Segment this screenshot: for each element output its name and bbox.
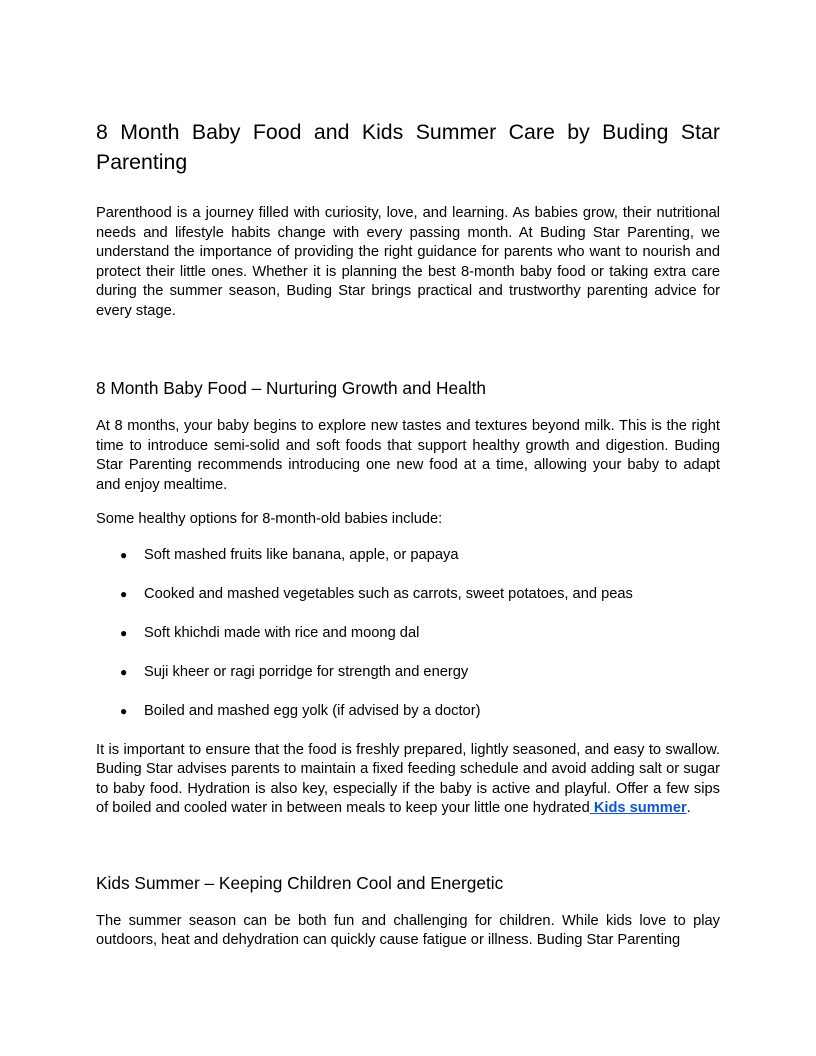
list-item-text: Suji kheer or ragi porridge for strength and energy	[144, 663, 469, 680]
list-item	[96, 546, 720, 566]
list-item	[96, 702, 720, 722]
list-item-text: Soft khichdi made with rice and moong dal	[144, 624, 420, 641]
kids-summer-paragraph: The summer season can be both fun and challenging for children. While kids love to play outdoors, heat and dehydration can quickly cause fatigue or illness. Buding Star Parenting	[96, 912, 720, 948]
bullet-icon: ●	[120, 625, 128, 640]
section-heading-baby-food: 8 Month Baby Food – Nurturing Growth and Health	[96, 378, 487, 398]
list-item-text: Cooked and mashed vegetables such as carrots, sweet potatoes, and peas	[144, 585, 633, 602]
hydration-paragraph-end: .	[686, 800, 691, 816]
bullet-icon: ●	[120, 703, 128, 718]
list-item	[96, 585, 720, 605]
list-intro: Some healthy options for 8-month-old babies include:	[96, 511, 443, 527]
list-item	[96, 663, 720, 683]
list-item	[96, 624, 720, 644]
bullet-icon: ●	[120, 664, 128, 679]
bullet-icon: ●	[120, 547, 128, 562]
document-title: 8 Month Baby Food and Kids Summer Care by Buding Star Parenting	[96, 120, 720, 174]
hydration-paragraph	[96, 741, 720, 819]
kids-summer-link[interactable]: Kids summer	[589, 800, 687, 816]
document-page	[96, 117, 720, 951]
food-options-list	[96, 546, 720, 722]
bullet-icon: ●	[120, 586, 128, 601]
list-item-text: Boiled and mashed egg yolk (if advised by a doctor)	[144, 702, 481, 719]
section-heading-kids-summer: Kids Summer – Keeping Children Cool and Energetic	[96, 872, 504, 893]
hydration-paragraph-text: It is important to ensure that the food is freshly prepared, lightly seasoned, and easy to swallow. Buding Star advises parents to maintain a fixed feeding schedule and avoid adding salt or sugar to baby food. Hydration is also key, especially if the baby is active and playful. Offer a few sips of boiled and cooled water in between meals to keep your little one hydrated	[96, 741, 720, 816]
list-item-text: Soft mashed fruits like banana, apple, or papaya	[144, 546, 459, 563]
baby-food-paragraph: At 8 months, your baby begins to explore new tastes and textures beyond milk. This is the right time to introduce semi-solid and soft foods that support healthy growth and digestion. Buding Star Parenting recommends introducing one new food at a time, allowing your baby to adapt and enjoy mealtime.	[96, 418, 720, 493]
intro-paragraph: Parenthood is a journey filled with curiosity, love, and learning. As babies grow, their nutritional needs and lifestyle habits change with every passing month. At Buding Star Parenting, we understand the importance of providing the right guidance for parents who want to nourish and protect their little ones. Whether it is planning the best 8-month baby food or taking extra care during the summer season, Buding Star brings practical and trustworthy parenting advice for every stage.	[96, 205, 720, 319]
